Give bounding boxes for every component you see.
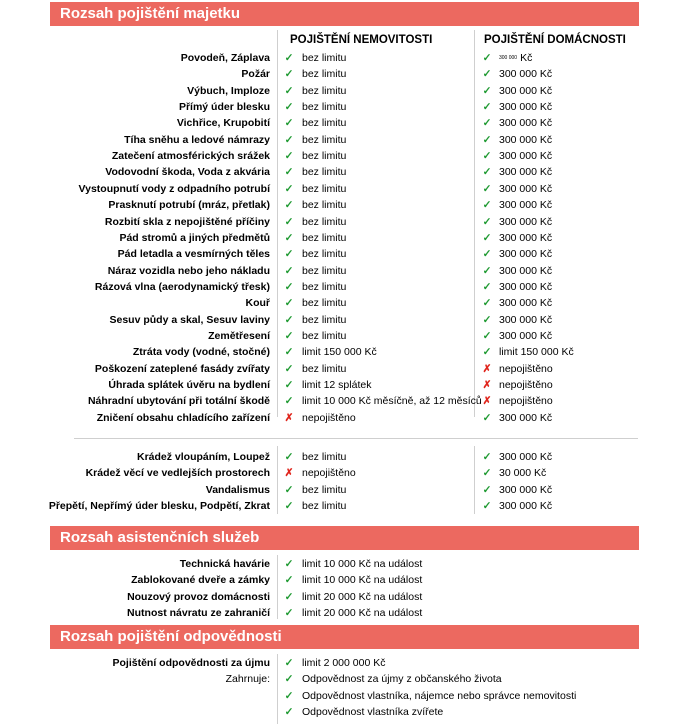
check-icon: ✓ — [284, 166, 294, 179]
table-row — [0, 410, 690, 426]
value-col1: bez limitu — [302, 182, 347, 195]
check-icon: ✓ — [482, 264, 492, 277]
value-col1: limit 10 000 Kč na událost — [302, 558, 423, 570]
check-icon: ✓ — [284, 483, 294, 496]
check-icon: ✓ — [284, 574, 294, 587]
row-label: Zničení obsahu chladícího zařízení — [96, 411, 270, 424]
table-row — [0, 605, 690, 621]
table-row — [0, 214, 690, 230]
table-row — [0, 482, 690, 498]
check-icon: ✓ — [284, 500, 294, 513]
check-icon: ✓ — [284, 297, 294, 310]
row-label: Zablokované dveře a zámky — [131, 574, 270, 587]
table-row — [0, 312, 690, 328]
row-label: Úhrada splátek úvěru na bydlení — [108, 379, 270, 391]
value-col2: 300 000 Kč — [499, 150, 553, 163]
value-col1: bez limitu — [302, 101, 347, 114]
table-row — [0, 393, 690, 409]
row-label: Ztráta vody (vodné, stočné) — [132, 346, 270, 359]
value-col2: 300 000 Kč — [499, 411, 553, 424]
check-icon: ✓ — [284, 689, 294, 702]
check-icon: ✓ — [482, 451, 492, 463]
value-col2: 300 000 Kč — [499, 133, 553, 146]
value-col2: 300 000 Kč — [499, 231, 553, 244]
table-row — [0, 295, 690, 311]
value-col2 — [499, 50, 532, 66]
row-label: Zatečení atmosférických srážek — [111, 150, 270, 163]
row-label: Přímý úder blesku — [178, 101, 270, 114]
divider — [74, 438, 638, 439]
check-icon: ✓ — [482, 329, 492, 342]
value-col1: bez limitu — [302, 150, 347, 163]
table-row — [0, 377, 690, 393]
value-col1: bez limitu — [302, 313, 347, 326]
table-row — [0, 361, 690, 377]
value-col2: 300 000 Kč — [499, 451, 553, 463]
value-col1: bez limitu — [302, 215, 347, 228]
check-icon: ✓ — [482, 68, 492, 81]
value-col1: limit 10 000 Kč na událost — [302, 574, 423, 587]
value-col1: bez limitu — [302, 297, 347, 310]
value-col1: bez limitu — [302, 117, 347, 130]
table-row — [0, 66, 690, 82]
row-label: Zemětřesení — [208, 329, 270, 342]
check-icon: ✓ — [284, 264, 294, 277]
row-label: Požár — [241, 68, 270, 81]
value-col1: bez limitu — [302, 483, 347, 496]
row-label: Vandalismus — [205, 483, 270, 496]
check-icon: ✓ — [284, 395, 294, 408]
check-icon: ✓ — [482, 150, 492, 163]
table-row — [0, 164, 690, 180]
value-col1: bez limitu — [302, 52, 347, 64]
table-row — [0, 449, 690, 465]
cross-icon: ✗ — [482, 395, 492, 408]
check-icon: ✓ — [284, 68, 294, 81]
value-col1: bez limitu — [302, 248, 347, 261]
row-label: Náraz vozidla nebo jeho nákladu — [107, 264, 270, 277]
value-col1: bez limitu — [302, 362, 347, 375]
value-col1: bez limitu — [302, 84, 347, 97]
value-col1: limit 150 000 Kč — [302, 346, 377, 359]
table-row — [0, 99, 690, 115]
table-row — [0, 704, 690, 720]
value-col1: bez limitu — [302, 451, 347, 463]
value-col1: limit 2 000 000 Kč — [302, 657, 386, 669]
row-label: Technická havárie — [179, 558, 270, 570]
table-row — [0, 115, 690, 131]
check-icon: ✓ — [482, 101, 492, 114]
check-icon: ✓ — [284, 84, 294, 97]
row-label: Povodeň, Záplava — [180, 52, 270, 64]
value-col1: nepojištěno — [302, 411, 356, 424]
check-icon: ✓ — [284, 451, 294, 463]
check-icon: ✓ — [482, 248, 492, 261]
table-row — [0, 344, 690, 360]
cross-icon: ✗ — [284, 411, 294, 424]
value-col1: bez limitu — [302, 329, 347, 342]
check-icon: ✓ — [284, 215, 294, 228]
check-icon: ✓ — [482, 52, 492, 64]
table-row — [0, 132, 690, 148]
row-label: Pojištění odpovědnosti za újmu — [112, 657, 270, 669]
table-row — [0, 498, 690, 514]
value-col1: bez limitu — [302, 133, 347, 146]
row-label: Vodovodní škoda, Voda z akvária — [105, 166, 270, 179]
value-col2: 300 000 Kč — [499, 280, 553, 293]
value-col1: bez limitu — [302, 68, 347, 81]
check-icon: ✓ — [284, 657, 294, 669]
check-icon: ✓ — [284, 133, 294, 146]
check-icon: ✓ — [284, 248, 294, 261]
row-label: Kouř — [245, 297, 270, 310]
row-label: Krádež vloupáním, Loupež — [136, 451, 270, 463]
value-col2: nepojištěno — [499, 379, 553, 391]
value-col1: limit 20 000 Kč na událost — [302, 606, 423, 619]
row-label: Pád letadla a vesmírných těles — [117, 248, 270, 261]
check-icon: ✓ — [482, 500, 492, 513]
row-label: Nutnost návratu ze zahraničí — [127, 606, 270, 619]
row-label: Prasknutí potrubí (mráz, přetlak) — [108, 199, 270, 212]
row-label: Pád stromů a jiných předmětů — [119, 231, 270, 244]
row-label: Sesuv půdy a skal, Sesuv laviny — [109, 313, 270, 326]
value-col2: 300 000 Kč — [499, 483, 553, 496]
check-icon: ✓ — [482, 133, 492, 146]
check-icon: ✓ — [482, 467, 492, 480]
check-icon: ✓ — [284, 705, 294, 718]
value-col2: limit 150 000 Kč — [499, 346, 574, 359]
table-row — [0, 572, 690, 588]
value-col1: bez limitu — [302, 264, 347, 277]
section-header-liability: Rozsah pojištění odpovědnosti — [50, 625, 639, 649]
row-label: Rázová vlna (aerodynamický třesk) — [94, 280, 270, 293]
check-icon: ✓ — [482, 297, 492, 310]
check-icon: ✓ — [482, 280, 492, 293]
table-row — [0, 465, 690, 481]
value-col2: 300 000 Kč — [499, 101, 553, 114]
check-icon: ✓ — [482, 231, 492, 244]
table-row — [0, 655, 690, 671]
value-col2: 300 000 Kč — [499, 166, 553, 179]
value-col2: 300 000 Kč — [499, 117, 553, 130]
column-header-real-estate: POJIŠTĚNÍ NEMOVITOSTI — [290, 34, 433, 46]
value-col2: nepojištěno — [499, 362, 553, 375]
check-icon: ✓ — [482, 84, 492, 97]
check-icon: ✓ — [284, 280, 294, 293]
value-col2: 300 000 Kč — [499, 248, 553, 261]
table-row — [0, 230, 690, 246]
row-label: Vichřice, Krupobití — [176, 117, 270, 130]
value-col1: limit 12 splátek — [302, 379, 372, 391]
check-icon: ✓ — [482, 411, 492, 424]
value-col2: 300 000 Kč — [499, 182, 553, 195]
cross-icon: ✗ — [284, 467, 294, 480]
check-icon: ✓ — [284, 362, 294, 375]
value-col2: 300 000 Kč — [499, 264, 553, 277]
table-row — [0, 50, 690, 66]
row-label: Krádež věcí ve vedlejších prostorech — [85, 467, 270, 480]
value-col2: 300 000 Kč — [499, 199, 553, 212]
check-icon: ✓ — [284, 346, 294, 359]
check-icon: ✓ — [284, 150, 294, 163]
check-icon: ✓ — [482, 346, 492, 359]
check-icon: ✓ — [482, 182, 492, 195]
row-label: Rozbití skla z nepojištěné příčiny — [104, 215, 270, 228]
check-icon: ✓ — [482, 313, 492, 326]
value-col2: 300 000 Kč — [499, 215, 553, 228]
table-row — [0, 197, 690, 213]
check-icon: ✓ — [284, 590, 294, 603]
value-small: 300 000 — [499, 55, 518, 62]
value-col1: Odpovědnost za újmy z občanského života — [302, 673, 502, 686]
row-label: Nouzový provoz domácnosti — [127, 590, 270, 603]
value-col1: bez limitu — [302, 166, 347, 179]
check-icon: ✓ — [284, 329, 294, 342]
table-row — [0, 246, 690, 262]
table-row — [0, 688, 690, 704]
value-col1: Odpovědnost vlastníka, nájemce nebo správce nemovitosti — [302, 689, 577, 702]
check-icon: ✓ — [284, 313, 294, 326]
row-label: Výbuch, Imploze — [187, 84, 270, 97]
row-label: Tíha sněhu a ledové námrazy — [124, 133, 270, 146]
table-row — [0, 556, 690, 572]
check-icon: ✓ — [284, 379, 294, 391]
check-icon: ✓ — [284, 101, 294, 114]
table-row — [0, 671, 690, 687]
value-col1: limit 10 000 Kč měsíčně, až 12 měsíců — [302, 395, 482, 408]
table-row — [0, 181, 690, 197]
check-icon: ✓ — [284, 558, 294, 570]
value-col1: bez limitu — [302, 231, 347, 244]
check-icon: ✓ — [284, 117, 294, 130]
value-col2: 300 000 Kč — [499, 68, 553, 81]
value-col1: bez limitu — [302, 500, 347, 513]
check-icon: ✓ — [284, 182, 294, 195]
table-row — [0, 148, 690, 164]
value-col2: 30 000 Kč — [499, 467, 547, 480]
row-label: Přepětí, Nepřímý úder blesku, Podpětí, Zkrat — [48, 500, 270, 513]
value-col1: limit 20 000 Kč na událost — [302, 590, 423, 603]
table-row — [0, 328, 690, 344]
table-row — [0, 589, 690, 605]
table-row — [0, 279, 690, 295]
check-icon: ✓ — [284, 52, 294, 64]
table-row — [0, 83, 690, 99]
check-icon: ✓ — [482, 215, 492, 228]
cross-icon: ✗ — [482, 379, 492, 391]
row-label: Poškození zateplené fasády zvířaty — [94, 362, 270, 375]
value-col1: nepojištěno — [302, 467, 356, 480]
check-icon: ✓ — [284, 199, 294, 212]
value-col2: 300 000 Kč — [499, 500, 553, 513]
row-label: Vystoupnutí vody z odpadního potrubí — [78, 182, 270, 195]
check-icon: ✓ — [482, 166, 492, 179]
section-header-property: Rozsah pojištění majetku — [50, 2, 639, 26]
value-col2: 300 000 Kč — [499, 297, 553, 310]
table-row — [0, 263, 690, 279]
value-col2: 300 000 Kč — [499, 313, 553, 326]
value-col1: bez limitu — [302, 280, 347, 293]
value-col1: Odpovědnost vlastníka zvířete — [302, 705, 444, 718]
row-label: Náhradní ubytování při totální škodě — [87, 395, 270, 408]
cross-icon: ✗ — [482, 362, 492, 375]
value-col2: 300 000 Kč — [499, 84, 553, 97]
value-col2: 300 000 Kč — [499, 329, 553, 342]
section-header-assistance: Rozsah asistenčních služeb — [50, 526, 639, 550]
row-label: Zahrnuje: — [225, 673, 270, 686]
value-unit: Kč — [520, 52, 533, 64]
value-col2: nepojištěno — [499, 395, 553, 408]
value-col1: bez limitu — [302, 199, 347, 212]
check-icon: ✓ — [284, 231, 294, 244]
check-icon: ✓ — [284, 606, 294, 619]
column-header-household: POJIŠTĚNÍ DOMÁCNOSTI — [484, 34, 626, 46]
check-icon: ✓ — [284, 673, 294, 686]
check-icon: ✓ — [482, 483, 492, 496]
check-icon: ✓ — [482, 117, 492, 130]
check-icon: ✓ — [482, 199, 492, 212]
